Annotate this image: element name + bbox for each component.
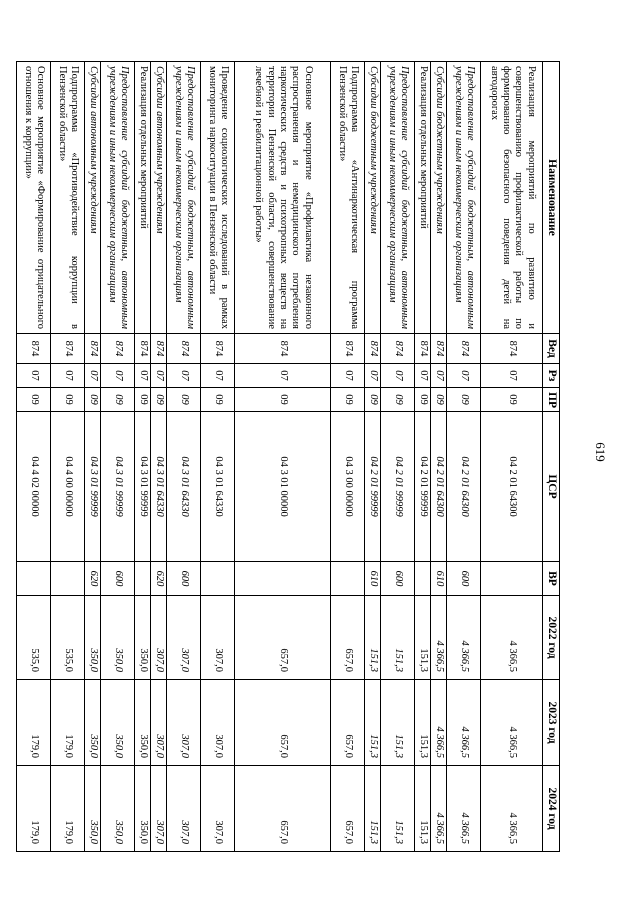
cell-csr: 04 3 01 99999 (85, 412, 101, 562)
table-row (201, 62, 235, 852)
cell-name: Предоставление субсидий бюджетным, автономным учреждениям и иным некоммерческим организациям (101, 62, 135, 334)
header-2022: 2022 год (543, 596, 560, 680)
cell-2022: 151,3 (415, 596, 431, 680)
cell-pr: 09 (135, 388, 151, 412)
cell-pr: 09 (415, 388, 431, 412)
cell-rz: 07 (135, 364, 151, 388)
cell-pr: 09 (481, 388, 543, 412)
cell-rz: 07 (447, 364, 481, 388)
cell-2022: 350,0 (101, 596, 135, 680)
cell-vr: 600 (101, 562, 135, 596)
table-row (85, 62, 101, 852)
cell-pr: 09 (331, 388, 365, 412)
cell-name: Реализация мероприятий по развитию и совершенствованию профилактической работы по формированию безопасного поведения детей на автодорогах (481, 62, 543, 334)
table-row (431, 62, 447, 852)
header-2024: 2024 год (543, 766, 560, 852)
cell-name: Основное мероприятие «Профилактика незаконного распространения и немедицинского потребления наркотических средств и психотропных веществ на территории Пензенской области, совершенствование лечебной и реабилитационной работы» (235, 62, 331, 334)
cell-vr: 620 (151, 562, 167, 596)
cell-2023: 4 366,5 (481, 680, 543, 766)
cell-ved: 874 (481, 334, 543, 364)
header-rz: Рз (543, 364, 560, 388)
cell-2023: 307,0 (201, 680, 235, 766)
cell-csr: 04 2 01 99999 (381, 412, 415, 562)
cell-vr: 610 (365, 562, 381, 596)
cell-csr: 04 2 01 99999 (415, 412, 431, 562)
header-pr: ПР (543, 388, 560, 412)
cell-rz: 07 (151, 364, 167, 388)
cell-rz: 07 (85, 364, 101, 388)
cell-ved: 874 (135, 334, 151, 364)
cell-pr: 09 (101, 388, 135, 412)
cell-csr: 04 3 01 64330 (167, 412, 201, 562)
cell-2023: 350,0 (101, 680, 135, 766)
cell-name: Субсидии автономным учреждениям (151, 62, 167, 334)
cell-2023: 4 366,5 (431, 680, 447, 766)
cell-csr: 04 3 01 64330 (201, 412, 235, 562)
cell-rz: 07 (17, 364, 51, 388)
cell-pr: 09 (17, 388, 51, 412)
cell-rz: 07 (51, 364, 85, 388)
cell-2024: 307,0 (151, 766, 167, 852)
cell-vr (135, 562, 151, 596)
cell-2024: 307,0 (167, 766, 201, 852)
cell-name: Предоставление субсидий бюджетным, автономным учреждениям и иным некоммерческим организациям (381, 62, 415, 334)
cell-csr: 04 2 01 64300 (431, 412, 447, 562)
cell-pr: 09 (167, 388, 201, 412)
cell-ved: 874 (101, 334, 135, 364)
cell-rz: 07 (201, 364, 235, 388)
cell-name: Субсидии бюджетным учреждениям (365, 62, 381, 334)
cell-pr: 09 (201, 388, 235, 412)
header-ved: Вед (543, 334, 560, 364)
cell-pr: 09 (431, 388, 447, 412)
cell-vr (331, 562, 365, 596)
cell-ved: 874 (51, 334, 85, 364)
cell-2024: 4 366,5 (481, 766, 543, 852)
cell-pr: 09 (381, 388, 415, 412)
cell-2022: 535,0 (51, 596, 85, 680)
table-row (235, 62, 331, 852)
cell-csr: 04 3 01 00000 (235, 412, 331, 562)
table-row (381, 62, 415, 852)
table-row (167, 62, 201, 852)
cell-vr (415, 562, 431, 596)
table-row (447, 62, 481, 852)
budget-table (16, 61, 560, 852)
cell-2022: 4 366,5 (447, 596, 481, 680)
cell-rz: 07 (235, 364, 331, 388)
table-row (481, 62, 543, 852)
cell-2022: 307,0 (201, 596, 235, 680)
cell-2022: 657,0 (331, 596, 365, 680)
cell-2022: 151,3 (381, 596, 415, 680)
cell-2023: 151,3 (381, 680, 415, 766)
cell-name: Субсидии бюджетным учреждениям (431, 62, 447, 334)
cell-vr: 610 (431, 562, 447, 596)
cell-2023: 179,0 (51, 680, 85, 766)
cell-2024: 307,0 (201, 766, 235, 852)
cell-2022: 657,0 (235, 596, 331, 680)
cell-csr: 04 3 01 64330 (151, 412, 167, 562)
cell-ved: 874 (431, 334, 447, 364)
table-row (101, 62, 135, 852)
cell-2022: 307,0 (151, 596, 167, 680)
cell-vr: 620 (85, 562, 101, 596)
cell-2023: 151,3 (365, 680, 381, 766)
cell-2023: 307,0 (167, 680, 201, 766)
cell-rz: 07 (481, 364, 543, 388)
cell-2022: 307,0 (167, 596, 201, 680)
cell-name: Предоставление субсидий бюджетным, автономным учреждениям и иным некоммерческим организациям (167, 62, 201, 334)
cell-ved: 874 (85, 334, 101, 364)
cell-name: Проведение социологических исследований в рамках мониторинга наркоситуации в Пензенской области (201, 62, 235, 334)
cell-2024: 657,0 (331, 766, 365, 852)
cell-2023: 350,0 (135, 680, 151, 766)
header-name: Наименование (543, 62, 560, 334)
cell-csr: 04 4 00 00000 (51, 412, 85, 562)
cell-name: Предоставление субсидий бюджетным, автономным учреждениям и иным некоммерческим организациям (447, 62, 481, 334)
cell-vr: 600 (167, 562, 201, 596)
cell-vr (481, 562, 543, 596)
cell-name: Подпрограмма «Антинаркотическая программа Пензенской области» (331, 62, 365, 334)
table-row (151, 62, 167, 852)
cell-name: Реализация отдельных мероприятий (135, 62, 151, 334)
cell-name: Основное мероприятие «Формирование отрицательного отношения к коррупции» (17, 62, 51, 334)
table-header-row (543, 62, 560, 852)
cell-2024: 4 366,5 (431, 766, 447, 852)
cell-vr (201, 562, 235, 596)
cell-vr: 600 (447, 562, 481, 596)
cell-rz: 07 (365, 364, 381, 388)
cell-2022: 4 366,5 (431, 596, 447, 680)
cell-2022: 350,0 (135, 596, 151, 680)
table-row (51, 62, 85, 852)
cell-2023: 151,3 (415, 680, 431, 766)
cell-rz: 07 (381, 364, 415, 388)
cell-2022: 151,3 (365, 596, 381, 680)
cell-ved: 874 (167, 334, 201, 364)
cell-rz: 07 (331, 364, 365, 388)
table-row (135, 62, 151, 852)
cell-2024: 4 366,5 (447, 766, 481, 852)
cell-ved: 874 (151, 334, 167, 364)
cell-rz: 07 (415, 364, 431, 388)
cell-2023: 4 366,5 (447, 680, 481, 766)
cell-pr: 09 (365, 388, 381, 412)
cell-rz: 07 (167, 364, 201, 388)
cell-vr (17, 562, 51, 596)
header-csr: ЦСР (543, 412, 560, 562)
cell-csr: 04 2 01 64300 (447, 412, 481, 562)
cell-vr (51, 562, 85, 596)
cell-2024: 151,3 (365, 766, 381, 852)
cell-2024: 179,0 (17, 766, 51, 852)
cell-rz: 07 (431, 364, 447, 388)
cell-2024: 350,0 (135, 766, 151, 852)
cell-csr: 04 3 01 99999 (101, 412, 135, 562)
cell-2022: 535,0 (17, 596, 51, 680)
cell-2023: 307,0 (151, 680, 167, 766)
header-vr: ВР (543, 562, 560, 596)
cell-2024: 151,3 (381, 766, 415, 852)
cell-ved: 874 (235, 334, 331, 364)
cell-pr: 09 (447, 388, 481, 412)
cell-pr: 09 (85, 388, 101, 412)
cell-pr: 09 (235, 388, 331, 412)
table-row (415, 62, 431, 852)
cell-name: Реализация отдельных мероприятий (415, 62, 431, 334)
cell-csr: 04 2 01 64300 (481, 412, 543, 562)
cell-2022: 4 366,5 (481, 596, 543, 680)
cell-2024: 350,0 (101, 766, 135, 852)
cell-ved: 874 (415, 334, 431, 364)
cell-2023: 179,0 (17, 680, 51, 766)
cell-2024: 657,0 (235, 766, 331, 852)
cell-name: Субсидии автономным учреждениям (85, 62, 101, 334)
cell-2024: 151,3 (415, 766, 431, 852)
cell-ved: 874 (201, 334, 235, 364)
table-row (331, 62, 365, 852)
cell-2023: 657,0 (331, 680, 365, 766)
cell-rz: 07 (101, 364, 135, 388)
cell-csr: 04 3 01 99999 (135, 412, 151, 562)
header-2023: 2023 год (543, 680, 560, 766)
cell-2024: 179,0 (51, 766, 85, 852)
table-row (17, 62, 51, 852)
cell-vr: 600 (381, 562, 415, 596)
cell-ved: 874 (381, 334, 415, 364)
table-row (365, 62, 381, 852)
cell-name: Подпрограмма «Противодействие коррупции в Пензенской области» (51, 62, 85, 334)
cell-csr: 04 2 01 99999 (365, 412, 381, 562)
cell-ved: 874 (331, 334, 365, 364)
page-number: 619 (593, 442, 608, 462)
cell-ved: 874 (447, 334, 481, 364)
cell-csr: 04 4 02 00000 (17, 412, 51, 562)
cell-vr (235, 562, 331, 596)
cell-2023: 350,0 (85, 680, 101, 766)
rotated-page-content (22, 61, 560, 851)
cell-2023: 657,0 (235, 680, 331, 766)
cell-2024: 350,0 (85, 766, 101, 852)
cell-ved: 874 (365, 334, 381, 364)
cell-2022: 350,0 (85, 596, 101, 680)
cell-pr: 09 (151, 388, 167, 412)
cell-csr: 04 3 00 00000 (331, 412, 365, 562)
cell-ved: 874 (17, 334, 51, 364)
cell-pr: 09 (51, 388, 85, 412)
